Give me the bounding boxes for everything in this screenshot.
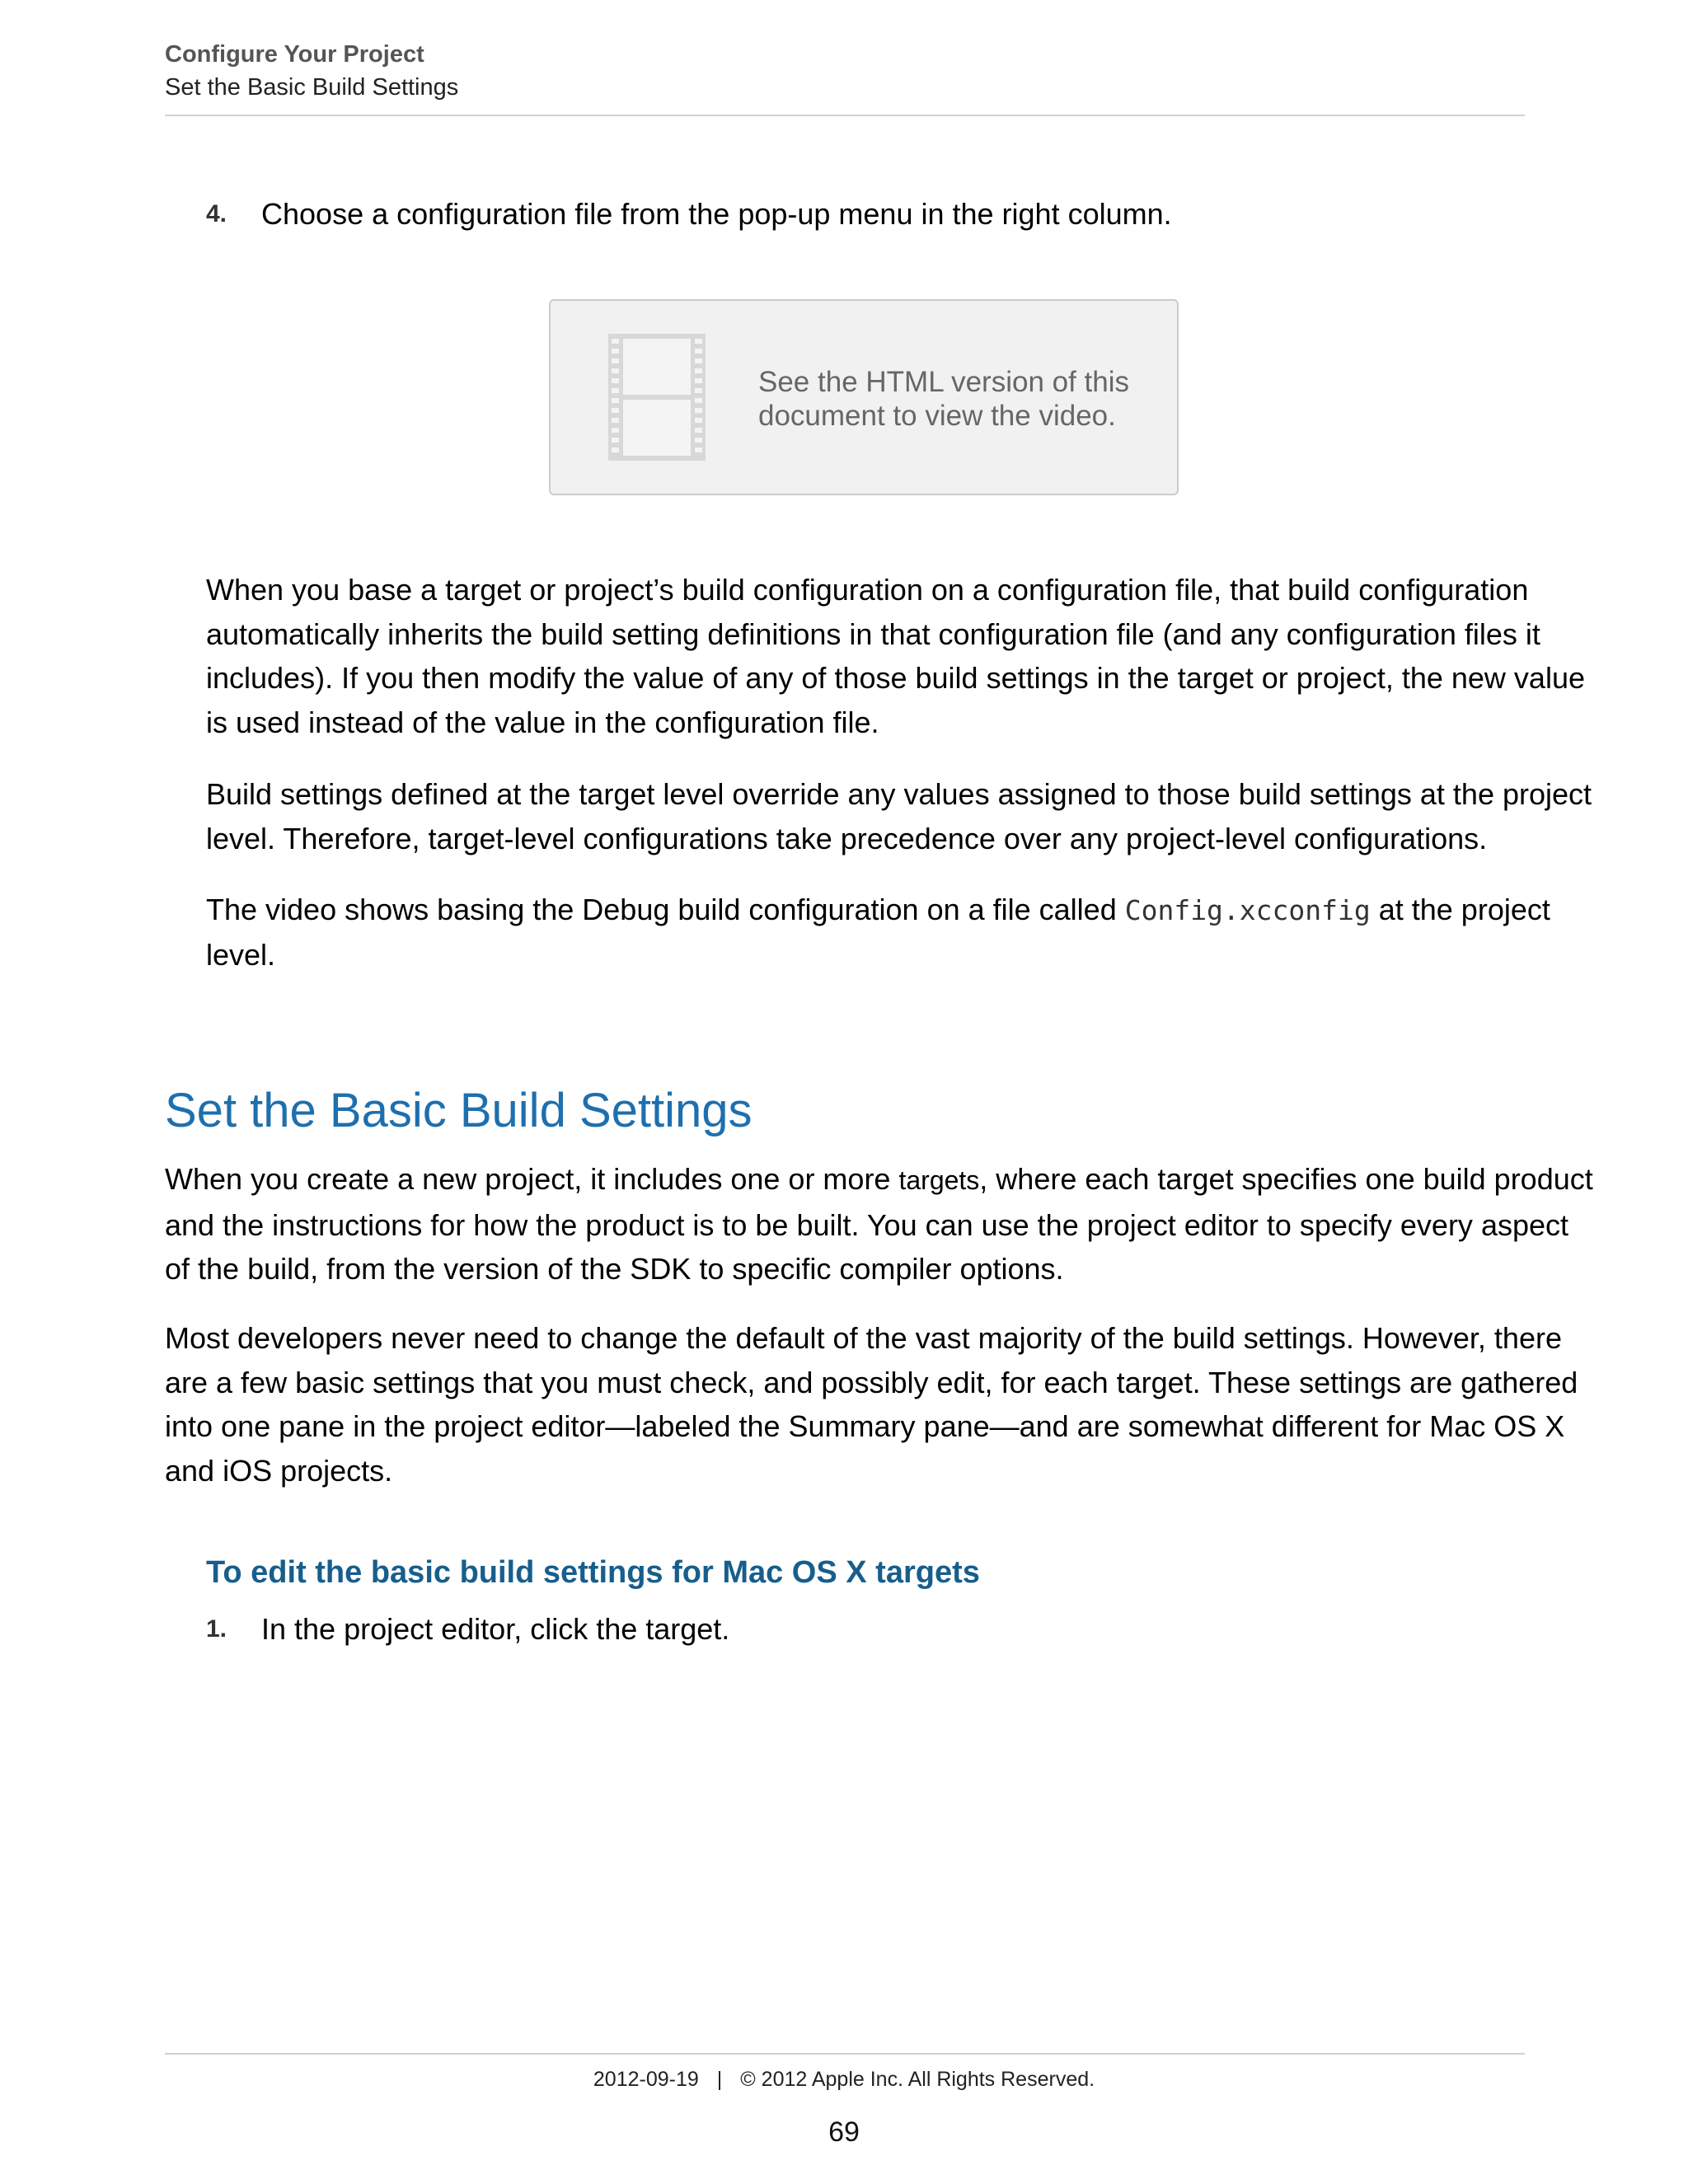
video-message [758, 365, 1154, 433]
text-run: When you create a new project, it includes one or more [165, 1162, 899, 1196]
paragraph-video-description [206, 888, 1550, 977]
header-section-title: Set the Basic Build Settings [165, 74, 459, 101]
task-heading: To edit the basic build settings for Mac OS X targets [206, 1555, 980, 1590]
paragraph-most-developers [165, 1316, 1578, 1493]
running-header [165, 38, 1525, 104]
text-run: The video shows basing the Debug build configuration on a file called [206, 893, 1125, 926]
paragraph-line: includes). If you then modify the value of any of those build settings in the target or project, the new value [206, 661, 1585, 695]
video-message-line: See the HTML version of this [758, 366, 1130, 398]
page-number: 69 [828, 2116, 860, 2148]
footer-copyright: © 2012 Apple Inc. All Rights Reserved. [740, 2068, 1095, 2091]
section-title: Set the Basic Build Settings [165, 1084, 753, 1137]
video-placeholder [549, 299, 1179, 495]
step-text: In the project editor, click the target. [261, 1612, 730, 1646]
paragraph-line: Build settings defined at the target level override any values assigned to those build settings at the project [206, 777, 1592, 811]
paragraph-line: into one pane in the project editor—labeled the Summary pane—and are somewhat different for Mac OS X [165, 1409, 1565, 1443]
video-message-line: document to view the video. [758, 400, 1116, 432]
header-divider [165, 115, 1525, 116]
footer-separator: | [716, 2068, 723, 2091]
text-run: at the project [1370, 893, 1550, 926]
paragraph-line [206, 888, 1550, 933]
step-number: 1. [206, 1615, 227, 1643]
paragraph-override [206, 772, 1592, 860]
paragraph-line: level. Therefore, target-level configurations take precedence over any project-level configurations. [206, 821, 1488, 855]
film-strip-icon [608, 334, 706, 461]
paragraph-line: and the instructions for how the product is to be built. You can use the project editor to specify every aspect [165, 1207, 1569, 1242]
paragraph-line: automatically inherits the build setting definitions in that configuration file (and any configuration files it [206, 616, 1540, 651]
paragraph-line: are a few basic settings that you must check, and possibly edit, for each target. These settings are gathered [165, 1365, 1578, 1399]
paragraph-line [165, 1157, 1593, 1203]
step-text: Choose a configuration file from the pop-up menu in the right column. [261, 197, 1172, 231]
step-number: 4. [206, 200, 227, 227]
text-run: , where each target specifies one build product [979, 1162, 1593, 1196]
footer-divider [165, 2053, 1525, 2055]
header-chapter-title: Configure Your Project [165, 41, 424, 68]
code-filename: Config.xcconfig [1124, 894, 1371, 926]
footer-date: 2012-09-19 [593, 2068, 699, 2091]
glossary-term: targets [898, 1165, 980, 1195]
paragraph-line: level. [206, 937, 276, 972]
footer-meta [0, 2064, 1688, 2094]
paragraph-line: and iOS projects. [165, 1453, 393, 1488]
paragraph-line: Most developers never need to change the default of the vast majority of the build settings. However, there [165, 1321, 1562, 1355]
paragraph-line: is used instead of the value in the configuration file. [206, 705, 879, 739]
paragraph-line: When you base a target or project’s build configuration on a configuration file, that build configuration [206, 573, 1529, 607]
paragraph-new-project [165, 1157, 1593, 1291]
paragraph-inheritance [206, 568, 1585, 744]
paragraph-line: of the build, from the version of the SDK to specific compiler options. [165, 1252, 1064, 1286]
